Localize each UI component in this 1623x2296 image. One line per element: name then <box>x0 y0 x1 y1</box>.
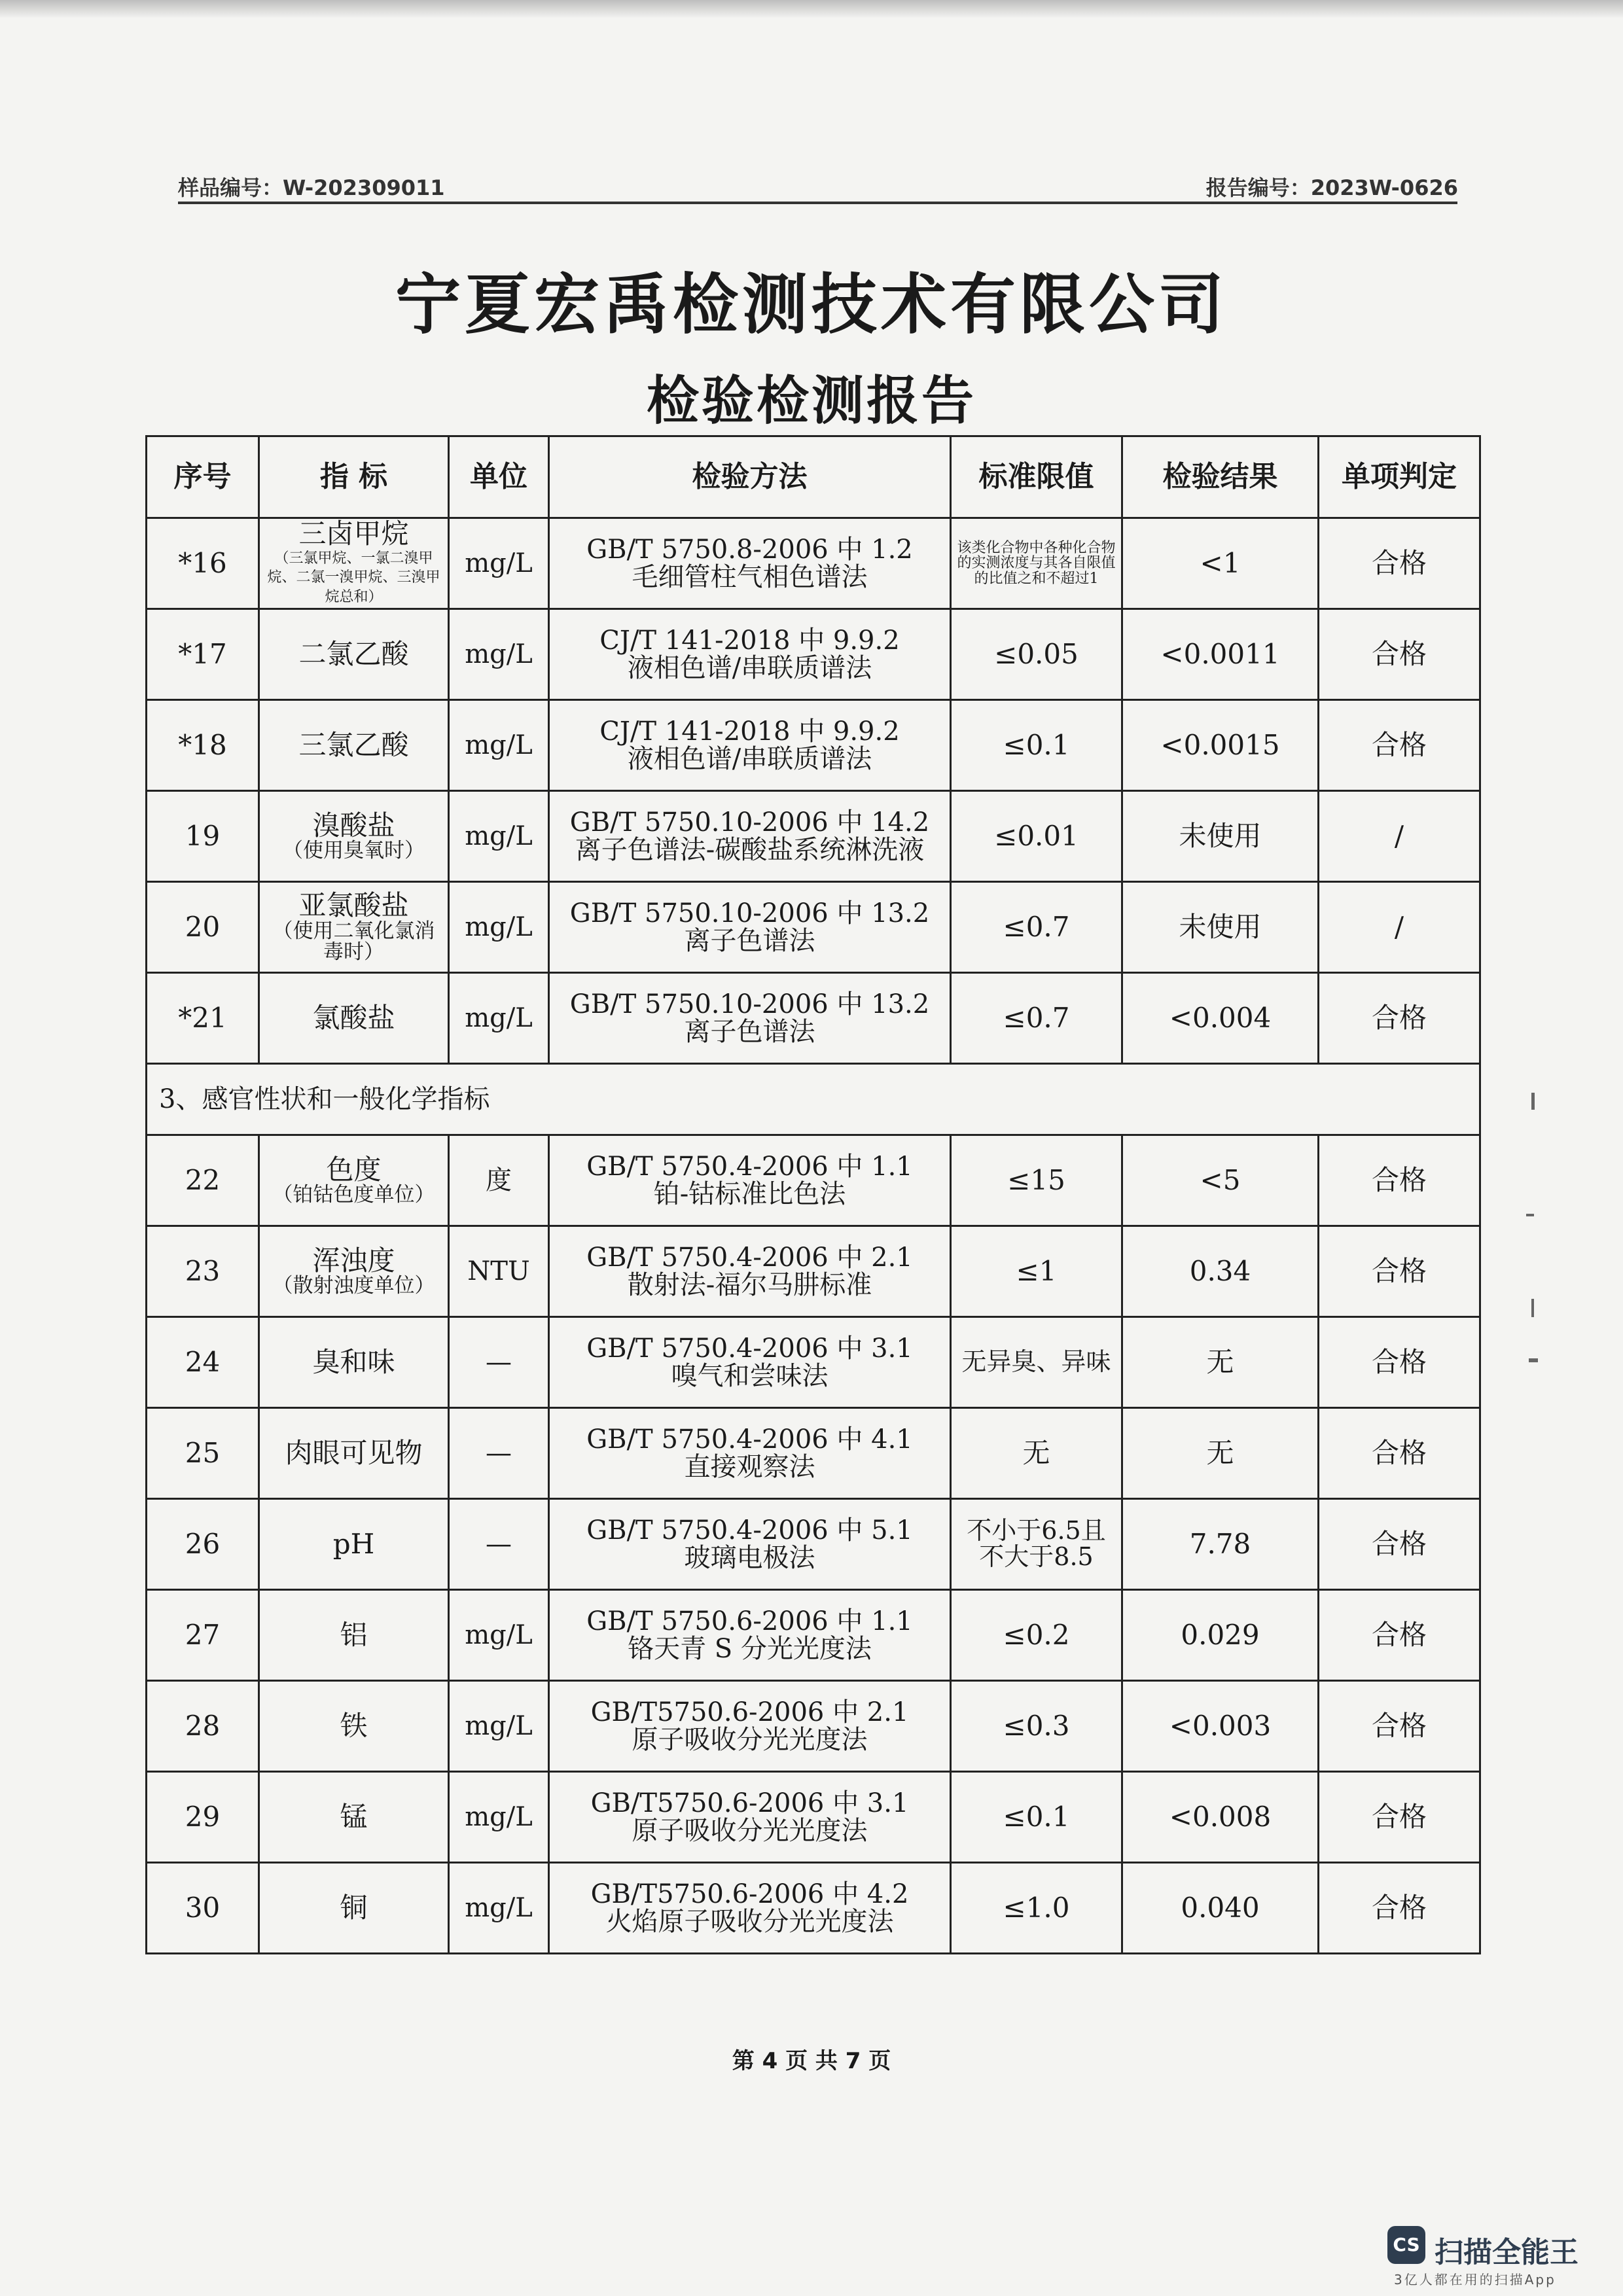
indicator-note: （使用臭氧时） <box>283 838 425 862</box>
row-judgement: 合格 <box>1319 1408 1480 1499</box>
row-result: <0.0011 <box>1122 609 1319 700</box>
row-indicator <box>259 700 449 791</box>
row-limit: ≤0.05 <box>951 609 1122 700</box>
row-limit: ≤0.3 <box>951 1681 1122 1772</box>
row-seq: 28 <box>147 1681 259 1772</box>
row-method <box>549 973 951 1064</box>
row-judgement: 合格 <box>1319 700 1480 791</box>
page-number: 第 4 页 共 7 页 <box>732 2048 891 2074</box>
row-seq: *18 <box>147 700 259 791</box>
method-standard: GB/T 5750.4-2006 中 3.1 <box>586 1333 913 1364</box>
row-unit: mg/L <box>449 609 549 700</box>
row-judgement: 合格 <box>1319 1681 1480 1772</box>
row-seq: 23 <box>147 1226 259 1317</box>
row-result: <5 <box>1122 1135 1319 1226</box>
indicator-name: 溴酸盐 <box>312 809 395 841</box>
scanner-logo-icon: CS <box>1387 2226 1425 2264</box>
method-standard: GB/T 5750.4-2006 中 5.1 <box>586 1515 913 1545</box>
scanner-tagline: 3亿人都在用的扫描App <box>1394 2272 1556 2287</box>
row-indicator <box>259 791 449 882</box>
row-method <box>549 700 951 791</box>
method-name: 嗅气和尝味法 <box>671 1361 829 1391</box>
row-limit: ≤1.0 <box>951 1863 1122 1954</box>
table-row <box>147 700 1480 791</box>
col-header-limit: 标准限值 <box>951 436 1122 518</box>
row-result: <0.004 <box>1122 973 1319 1064</box>
method-name: 离子色谱法 <box>684 926 815 956</box>
row-seq: 29 <box>147 1772 259 1863</box>
method-name: 玻璃电极法 <box>684 1543 815 1573</box>
table-header-row <box>147 436 1480 518</box>
row-method <box>549 1681 951 1772</box>
sample-number: 样品编号：W-202309011 <box>178 175 445 200</box>
row-limit: ≤15 <box>951 1135 1122 1226</box>
section-row <box>147 1064 1480 1135</box>
col-header-result: 检验结果 <box>1122 436 1319 518</box>
row-method <box>549 518 951 609</box>
method-standard: GB/T 5750.4-2006 中 4.1 <box>586 1424 913 1455</box>
row-unit: mg/L <box>449 973 549 1064</box>
row-unit: mg/L <box>449 1772 549 1863</box>
row-judgement: / <box>1319 882 1480 973</box>
row-unit: mg/L <box>449 1863 549 1954</box>
row-seq: 24 <box>147 1317 259 1408</box>
col-header-seq: 序号 <box>147 436 259 518</box>
row-result: 0.029 <box>1122 1590 1319 1681</box>
row-indicator <box>259 1772 449 1863</box>
row-method <box>549 609 951 700</box>
scanner-app-name: 扫描全能王 <box>1435 2236 1578 2269</box>
row-method <box>549 1226 951 1317</box>
col-header-unit: 单位 <box>449 436 549 518</box>
indicator-name: 肉眼可见物 <box>285 1436 423 1469</box>
method-name: 直接观察法 <box>684 1452 815 1482</box>
table-row <box>147 1772 1480 1863</box>
row-judgement: 合格 <box>1319 609 1480 700</box>
method-standard: CJ/T 141-2018 中 9.9.2 <box>599 716 900 747</box>
method-standard: GB/T 5750.10-2006 中 13.2 <box>569 989 930 1019</box>
row-unit: mg/L <box>449 1590 549 1681</box>
table-row <box>147 1590 1480 1681</box>
scan-speck <box>1529 1358 1538 1362</box>
method-standard: GB/T 5750.8-2006 中 1.2 <box>586 535 913 565</box>
table-row <box>147 1135 1480 1226</box>
row-result: 7.78 <box>1122 1499 1319 1590</box>
row-seq: 30 <box>147 1863 259 1954</box>
row-result: <1 <box>1122 518 1319 609</box>
indicator-name: 三卤甲烷 <box>298 518 409 550</box>
row-limit: ≤0.7 <box>951 973 1122 1064</box>
indicator-name: 三氯乙酸 <box>298 728 409 761</box>
table-row <box>147 1863 1480 1954</box>
row-method <box>549 1590 951 1681</box>
row-indicator <box>259 1681 449 1772</box>
row-method <box>549 1135 951 1226</box>
method-name: 毛细管柱气相色谱法 <box>632 562 868 592</box>
indicator-note: （散射浊度单位） <box>272 1273 435 1298</box>
row-indicator <box>259 1863 449 1954</box>
row-result: 0.040 <box>1122 1863 1319 1954</box>
row-method <box>549 882 951 973</box>
row-limit: ≤0.7 <box>951 882 1122 973</box>
row-seq: 27 <box>147 1590 259 1681</box>
indicator-name: 铝 <box>340 1618 368 1651</box>
method-standard: GB/T5750.6-2006 中 3.1 <box>590 1788 909 1818</box>
method-name: 液相色谱/串联质谱法 <box>627 744 872 774</box>
row-indicator <box>259 609 449 700</box>
row-judgement: 合格 <box>1319 518 1480 609</box>
row-result: 无 <box>1122 1317 1319 1408</box>
indicator-name: 亚氯酸盐 <box>298 889 409 922</box>
col-header-indicator: 指 标 <box>259 436 449 518</box>
row-limit: 无异臭、异味 <box>951 1317 1122 1408</box>
table-row <box>147 1408 1480 1499</box>
indicator-note: （三氯甲烷、一氯二溴甲烷、二氯一溴甲烷、三溴甲烷总和） <box>267 550 440 605</box>
scan-speck <box>1531 1299 1534 1317</box>
row-method <box>549 1863 951 1954</box>
method-name: 液相色谱/串联质谱法 <box>627 653 872 683</box>
indicator-name: 臭和味 <box>312 1345 395 1378</box>
row-judgement: 合格 <box>1319 1772 1480 1863</box>
row-result: <0.0015 <box>1122 700 1319 791</box>
row-unit: mg/L <box>449 518 549 609</box>
indicator-name: 色度 <box>326 1153 382 1186</box>
row-unit: mg/L <box>449 791 549 882</box>
scan-speck <box>1526 1214 1534 1216</box>
method-name: 火焰原子吸收分光光度法 <box>605 1907 894 1937</box>
row-method <box>549 1772 951 1863</box>
table-row <box>147 518 1480 609</box>
method-standard: GB/T 5750.10-2006 中 13.2 <box>569 898 930 928</box>
table-row <box>147 1317 1480 1408</box>
row-seq: 22 <box>147 1135 259 1226</box>
row-indicator <box>259 1135 449 1226</box>
table-row <box>147 791 1480 882</box>
row-indicator <box>259 1590 449 1681</box>
row-limit: 该类化合物中各种化合物的实测浓度与其各自限值的比值之和不超过1 <box>951 518 1122 609</box>
row-unit: mg/L <box>449 882 549 973</box>
row-indicator <box>259 1408 449 1499</box>
scan-edge-shadow <box>0 0 1623 18</box>
method-standard: GB/T5750.6-2006 中 2.1 <box>590 1697 909 1727</box>
row-indicator <box>259 1317 449 1408</box>
row-unit: — <box>449 1317 549 1408</box>
row-method <box>549 1408 951 1499</box>
header-rule <box>178 202 1457 204</box>
row-indicator <box>259 882 449 973</box>
method-standard: GB/T 5750.4-2006 中 2.1 <box>586 1243 913 1273</box>
row-judgement: 合格 <box>1319 1499 1480 1590</box>
indicator-name: 铁 <box>340 1709 368 1742</box>
row-method <box>549 791 951 882</box>
method-standard: GB/T5750.6-2006 中 4.2 <box>590 1879 909 1909</box>
row-result: 未使用 <box>1122 882 1319 973</box>
row-unit: — <box>449 1408 549 1499</box>
row-unit: 度 <box>449 1135 549 1226</box>
row-indicator <box>259 1226 449 1317</box>
row-result: 未使用 <box>1122 791 1319 882</box>
row-judgement: 合格 <box>1319 973 1480 1064</box>
method-name: 铂-钴标准比色法 <box>653 1179 846 1209</box>
row-seq: *16 <box>147 518 259 609</box>
method-name: 散射法-福尔马肼标准 <box>627 1270 872 1300</box>
indicator-name: 锰 <box>340 1800 368 1833</box>
row-limit: ≤0.1 <box>951 1772 1122 1863</box>
table-row <box>147 609 1480 700</box>
table-row <box>147 1681 1480 1772</box>
row-result: 无 <box>1122 1408 1319 1499</box>
method-standard: CJ/T 141-2018 中 9.9.2 <box>599 626 900 656</box>
row-judgement: 合格 <box>1319 1590 1480 1681</box>
scanner-watermark <box>1387 2226 1598 2285</box>
row-unit: — <box>449 1499 549 1590</box>
row-indicator <box>259 1499 449 1590</box>
row-unit: NTU <box>449 1226 549 1317</box>
method-standard: GB/T 5750.4-2006 中 1.1 <box>586 1152 913 1182</box>
row-judgement: / <box>1319 791 1480 882</box>
method-name: 原子吸收分光光度法 <box>632 1816 868 1846</box>
section-label: 3、感官性状和一般化学指标 <box>147 1064 1480 1135</box>
row-unit: mg/L <box>449 700 549 791</box>
row-judgement: 合格 <box>1319 1226 1480 1317</box>
row-result: <0.008 <box>1122 1772 1319 1863</box>
table-row <box>147 973 1480 1064</box>
row-unit: mg/L <box>449 1681 549 1772</box>
table-row <box>147 1499 1480 1590</box>
method-standard: GB/T 5750.10-2006 中 14.2 <box>569 807 930 838</box>
row-limit: ≤0.01 <box>951 791 1122 882</box>
col-header-judgement: 单项判定 <box>1319 436 1480 518</box>
table-row <box>147 1226 1480 1317</box>
row-judgement: 合格 <box>1319 1863 1480 1954</box>
report-title: 检验检测报告 <box>647 370 976 431</box>
col-header-method: 检验方法 <box>549 436 951 518</box>
row-method <box>549 1499 951 1590</box>
table-row <box>147 882 1480 973</box>
indicator-note: （铂钴色度单位） <box>272 1182 435 1207</box>
row-seq: 19 <box>147 791 259 882</box>
row-limit: ≤1 <box>951 1226 1122 1317</box>
indicator-note: （使用二氧化氯消毒时） <box>272 919 435 964</box>
row-indicator <box>259 973 449 1064</box>
method-name: 离子色谱法 <box>684 1017 815 1047</box>
method-name: 铬天青 S 分光光度法 <box>628 1634 872 1664</box>
scan-speck <box>1531 1093 1535 1110</box>
method-standard: GB/T 5750.6-2006 中 1.1 <box>586 1606 913 1636</box>
row-seq: 26 <box>147 1499 259 1590</box>
row-seq: 25 <box>147 1408 259 1499</box>
row-method <box>549 1317 951 1408</box>
company-name: 宁夏宏禹检测技术有限公司 <box>395 266 1228 343</box>
row-limit: ≤0.2 <box>951 1590 1122 1681</box>
row-judgement: 合格 <box>1319 1317 1480 1408</box>
row-judgement: 合格 <box>1319 1135 1480 1226</box>
row-limit: 不小于6.5且不大于8.5 <box>951 1499 1122 1590</box>
method-name: 原子吸收分光光度法 <box>632 1725 868 1755</box>
indicator-name: pH <box>332 1527 375 1560</box>
indicator-name: 浑浊度 <box>312 1244 395 1277</box>
row-limit: ≤0.1 <box>951 700 1122 791</box>
indicator-name: 铜 <box>340 1891 368 1924</box>
row-seq: 20 <box>147 882 259 973</box>
row-indicator <box>259 518 449 609</box>
row-seq: *21 <box>147 973 259 1064</box>
row-seq: *17 <box>147 609 259 700</box>
row-result: <0.003 <box>1122 1681 1319 1772</box>
report-number: 报告编号：2023W-0626 <box>1205 175 1458 200</box>
indicator-name: 氯酸盐 <box>312 1001 395 1034</box>
method-name: 离子色谱法-碳酸盐系统淋洗液 <box>575 835 925 865</box>
indicator-name: 二氯乙酸 <box>298 637 409 670</box>
row-limit: 无 <box>951 1408 1122 1499</box>
inspection-table <box>145 435 1481 1954</box>
row-result: 0.34 <box>1122 1226 1319 1317</box>
